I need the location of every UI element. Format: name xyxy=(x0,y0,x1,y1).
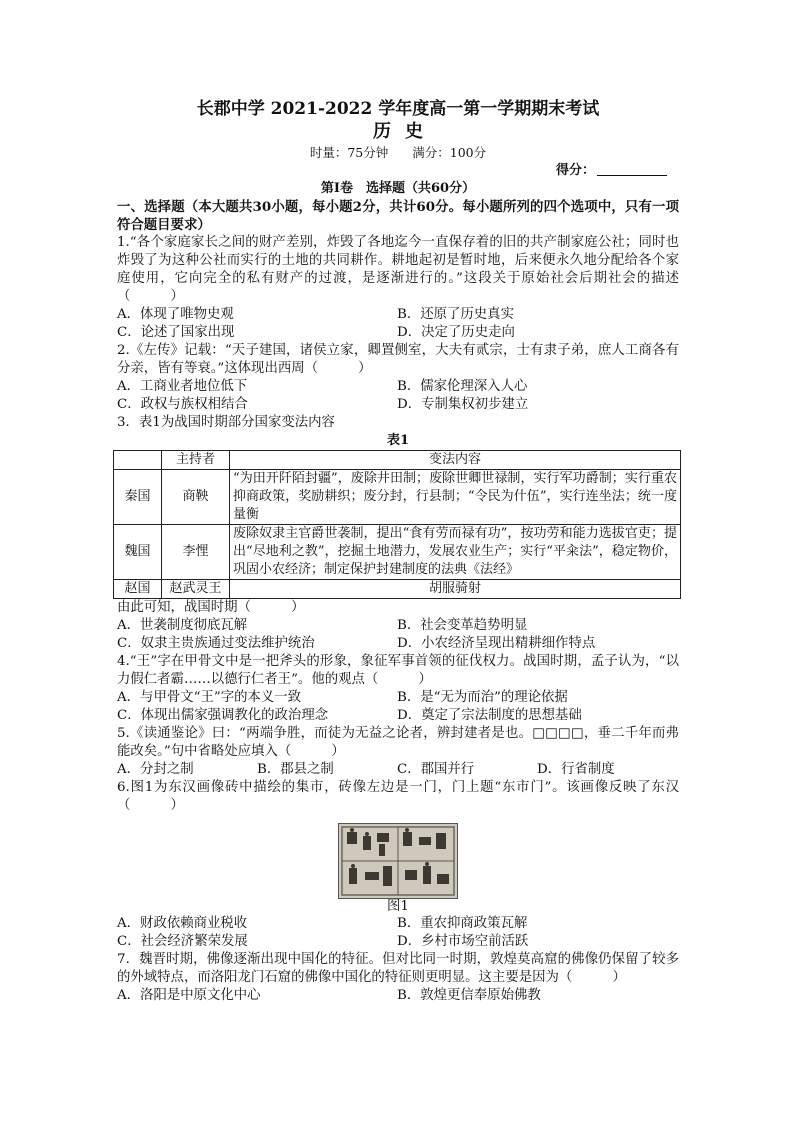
table-cell-leader: 李悝 xyxy=(162,525,230,580)
question-3-stem: 3．表1为战国时期部分国家变法内容 xyxy=(117,415,335,430)
table-header-cell: 主持者 xyxy=(162,451,230,470)
table-row xyxy=(114,470,681,525)
question-3-after: 由此可知，战国时期（ ） xyxy=(117,600,305,615)
option: D．奠定了宗法制度的思想基础 xyxy=(397,708,582,723)
table-cell-leader: 赵武灵王 xyxy=(162,580,230,599)
duration-text: 时量：75分钟 xyxy=(309,145,389,160)
table-row xyxy=(114,580,681,599)
full-score-text: 满分：100分 xyxy=(412,145,487,160)
table-cell-content: “为田开阡陌封疆”，废除井田制；废除世卿世禄制，实行军功爵制；实行重农抑商政策，奖励耕织；废分封，行县制；“令民为什伍”，实行连坐法；统一度量衡 xyxy=(230,470,681,525)
question-7-stem: 7．魏晋时期，佛像逐渐出现中国化的特征。但对比同一时期，敦煌莫高窟的佛像仍保留了较多的外域特点，而洛阳龙门石窟的佛像中国化的特征则更明显。这主要是因为（ ） xyxy=(117,952,679,985)
option: B．重农抑商政策瓦解 xyxy=(397,916,528,931)
table-header-cell xyxy=(114,451,162,470)
option: C．郡国并行 xyxy=(397,762,475,777)
option: D．小农经济呈现出精耕细作特点 xyxy=(397,636,596,651)
relief-illustration xyxy=(339,824,457,898)
figure-caption: 图1 xyxy=(387,899,409,914)
part-heading: 第Ⅰ卷 选择题（共60分） xyxy=(320,181,476,196)
exam-page xyxy=(117,98,679,1005)
question-6-options xyxy=(117,915,679,951)
score-blank xyxy=(597,163,667,176)
option: C．体现出儒家强调教化的政治理念 xyxy=(117,708,329,723)
question-5-options xyxy=(117,761,679,779)
question-1-stem: 1.“各个家庭家长之间的财产差别，炸毁了各地迄今一直保存着的旧的共产制家庭公社；同时也炸毁了为这种公社而实行的土地的共同耕作。耕地起初是暂时地，后来便永久地分配给各个家庭使用，它向完全的私有财产的过渡，是逐渐进行的。”这段关于原始社会后期社会的描述（ ） xyxy=(117,235,679,304)
question-4-options xyxy=(117,689,679,725)
table-row xyxy=(114,525,681,580)
option: A．分封之制 xyxy=(117,762,194,777)
market-relief-image xyxy=(338,823,458,899)
table-cell-content: 废除奴隶主官爵世袭制，提出“食有劳而禄有功”，按功劳和能力选拔官吏；提出“尽地利之教”，挖掘土地潜力，发展农业生产；实行“平籴法”，稳定物价，巩固小农经济；制定保护封建制度的法典《法经》 xyxy=(230,525,681,580)
score-field xyxy=(117,162,679,180)
score-label: 得分： xyxy=(555,163,595,178)
option: B．敦煌更信奉原始佛教 xyxy=(397,988,541,1003)
option: A．体现了唯物史观 xyxy=(117,307,234,322)
option: B．郡县之制 xyxy=(257,762,334,777)
reform-table xyxy=(113,450,681,599)
question-4-stem: 4.“王”字在甲骨文中是一把斧头的形象，象征军事首领的征伐权力。战国时期，孟子认为，“以力假仁者霸……以德行仁者王”。他的观点（ ） xyxy=(117,654,679,687)
table-header-cell: 变法内容 xyxy=(230,451,681,470)
option: D．决定了历史走向 xyxy=(397,325,515,340)
question-7-options xyxy=(117,987,679,1005)
question-2-options xyxy=(117,378,679,414)
table-header-row xyxy=(114,451,681,470)
option: C．奴隶主贵族通过变法维护统治 xyxy=(117,636,315,651)
option: C．政权与族权相结合 xyxy=(117,397,248,412)
option: D．乡村市场空前活跃 xyxy=(397,934,529,949)
option: B．是“无为而治”的理论依据 xyxy=(397,690,568,705)
option: B．社会变革趋势明显 xyxy=(397,618,528,633)
option: A．财政依赖商业税收 xyxy=(117,916,248,931)
exam-title: 长郡中学 2021-2022 学年度高一第一学期期末考试 xyxy=(196,99,600,119)
option: A．工商业者地位低下 xyxy=(117,379,248,394)
option: D．行省制度 xyxy=(537,762,615,777)
exam-subject: 历史 xyxy=(373,121,437,142)
option: B．儒家伦理深入人心 xyxy=(397,379,528,394)
option: B．还原了历史真实 xyxy=(397,307,514,322)
option: C．论述了国家出现 xyxy=(117,325,235,340)
option: A．洛阳是中原文化中心 xyxy=(117,988,261,1003)
table-caption: 表1 xyxy=(386,433,410,448)
table-cell-leader: 商鞅 xyxy=(162,470,230,525)
option: C．社会经济繁荣发展 xyxy=(117,934,248,949)
question-5-stem: 5.《读通鉴论》曰：“两端争胜，而徒为无益之论者，辨封建者是也。□□□□，垂二千年而弗能改矣。”句中省略处应填入（ ） xyxy=(117,726,679,759)
section-heading: 一、选择题（本大题共30小题，每小题2分，共计60分。每小题所列的四个选项中，只有一项符合题目要求） xyxy=(117,199,679,233)
option: D．专制集权初步建立 xyxy=(397,397,529,412)
table-cell-state: 秦国 xyxy=(114,470,162,525)
question-1-options xyxy=(117,306,679,342)
option: A．与甲骨文“王”字的本义一致 xyxy=(117,690,302,705)
question-2-stem: 2.《左传》记载：“天子建国，诸侯立家，卿置侧室，大夫有贰宗，士有隶子弟，庶人工商各有分亲，皆有等衰。”这体现出西周（ ） xyxy=(117,343,679,376)
question-3-options xyxy=(117,617,679,653)
table-cell-content: 胡服骑射 xyxy=(230,580,681,599)
table-cell-state: 魏国 xyxy=(114,525,162,580)
table-cell-state: 赵国 xyxy=(114,580,162,599)
exam-meta xyxy=(117,144,679,162)
question-6-stem: 6.图1为东汉画像砖中描绘的集市，砖像左边是一门，门上题“东市门”。该画像反映了东汉（ ） xyxy=(117,780,679,813)
option: A．世袭制度彻底瓦解 xyxy=(117,618,248,633)
